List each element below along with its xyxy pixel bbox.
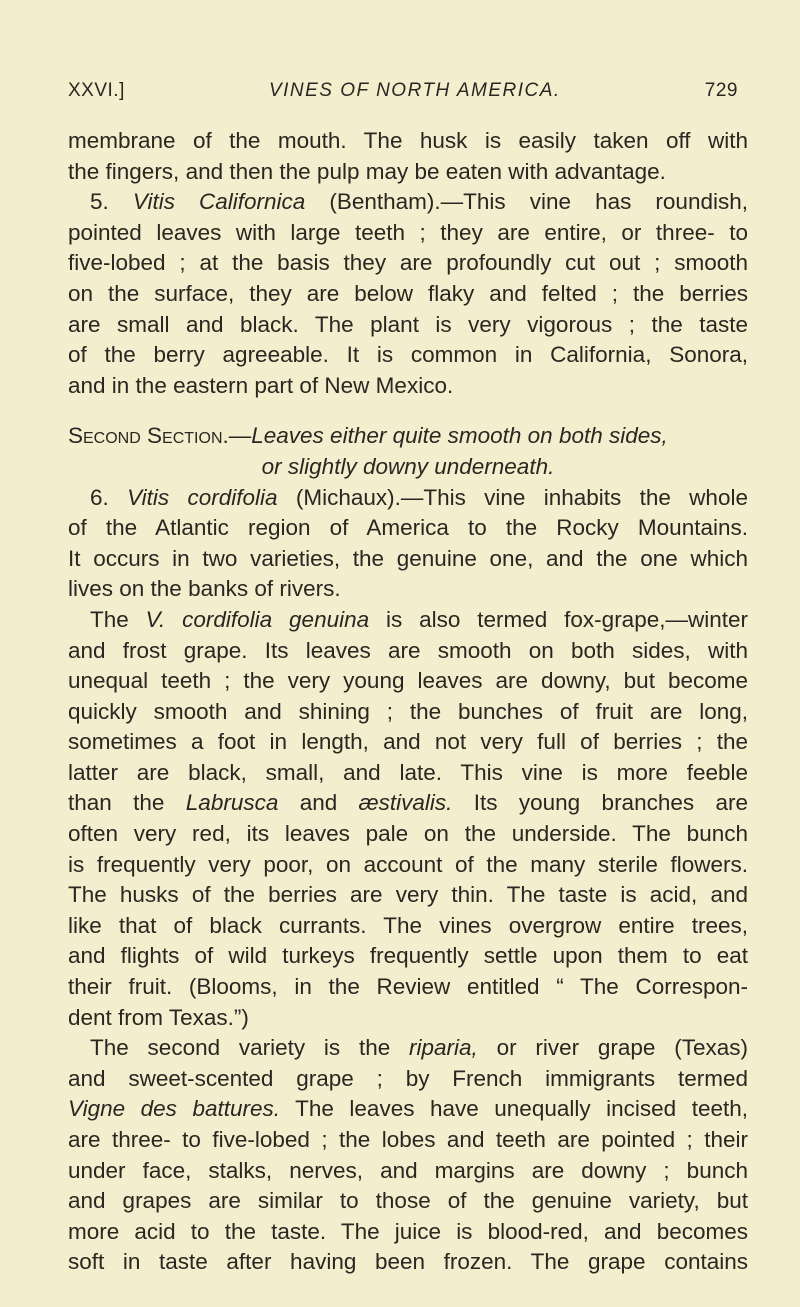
text-line: on the surface, they are below flaky and felted ; the berries xyxy=(68,280,748,306)
text-line: is frequently very poor, on account of the many sterile flowers. xyxy=(68,851,748,877)
text-line: The V. cordifolia genuina is also termed fox-grape,—winter xyxy=(90,606,748,632)
text-line: and sweet-scented grape ; by French immigrants termed xyxy=(68,1065,748,1091)
text-line: and in the eastern part of New Mexico. xyxy=(68,372,454,398)
body-text xyxy=(68,126,748,1278)
text-line: The husks of the berries are very thin. The taste is acid, and xyxy=(68,882,748,908)
text-line: are small and black. The plant is very vigorous ; the taste xyxy=(68,311,748,337)
text-line: unequal teeth ; the very young leaves are downy, but become xyxy=(68,668,748,694)
text-line: membrane of the mouth. The husk is easily taken off with xyxy=(68,128,748,153)
text-line: like that of black currants. The vines overgrow entire trees, xyxy=(68,912,748,938)
text-line: the fingers, and then the pulp may be eaten with advantage. xyxy=(68,158,666,184)
text-line: more acid to the taste. The juice is blood-red, and becomes xyxy=(68,1218,748,1244)
text-line: pointed leaves with large teeth ; they are entire, or three- to xyxy=(68,219,748,245)
text-line: often very red, its leaves pale on the underside. The bunch xyxy=(68,821,748,847)
running-title: VINES OF NORTH AMERICA. xyxy=(268,80,561,101)
section-heading-cont: or slightly downy underneath. xyxy=(261,453,555,479)
text-line: It occurs in two varieties, the genuine one, and the one which xyxy=(68,545,748,571)
text-line: five-lobed ; at the basis they are profoundly cut out ; smooth xyxy=(68,250,748,276)
text-line: of the berry agreeable. It is common in California, Sonora, xyxy=(68,342,748,368)
text-line: 5. Vitis Californica (Bentham).—This vine has roundish, xyxy=(90,189,748,215)
text-line: Vigne des battures. The leaves have unequally incised teeth, xyxy=(68,1096,748,1122)
text-line: under face, stalks, nerves, and margins are downy ; bunch xyxy=(68,1157,748,1183)
text-line: soft in taste after having been frozen. The grape contains xyxy=(68,1249,748,1275)
section-heading: Second Section.—Leaves either quite smooth on both sides, xyxy=(68,423,668,449)
page-number: 729 xyxy=(704,80,738,101)
chapter-number: XXVI.] xyxy=(68,80,125,101)
text-line: than the Labrusca and æstivalis. Its young branches are xyxy=(68,790,748,816)
text-line: dent from Texas.”) xyxy=(68,1004,249,1030)
text-line: are three- to five-lobed ; the lobes and teeth are pointed ; their xyxy=(68,1127,748,1152)
text-line: The second variety is the riparia, or river grape (Texas) xyxy=(90,1035,748,1061)
running-header xyxy=(68,80,738,102)
text-line: their fruit. (Blooms, in the Review entitled “ The Correspon- xyxy=(68,974,748,1000)
text-line: 6. Vitis cordifolia (Michaux).—This vine inhabits the whole xyxy=(90,484,748,510)
text-line: quickly smooth and shining ; the bunches of fruit are long, xyxy=(68,698,748,724)
text-line: and flights of wild turkeys frequently settle upon them to eat xyxy=(68,943,748,969)
text-line: sometimes a foot in length, and not very full of berries ; the xyxy=(68,729,748,755)
text-line: of the Atlantic region of America to the Rocky Mountains. xyxy=(68,515,748,541)
text-line: latter are black, small, and late. This vine is more feeble xyxy=(68,759,748,785)
text-line: lives on the banks of rivers. xyxy=(68,576,341,602)
text-line: and frost grape. Its leaves are smooth on both sides, with xyxy=(68,637,748,663)
text-line: and grapes are similar to those of the genuine variety, but xyxy=(68,1188,748,1214)
